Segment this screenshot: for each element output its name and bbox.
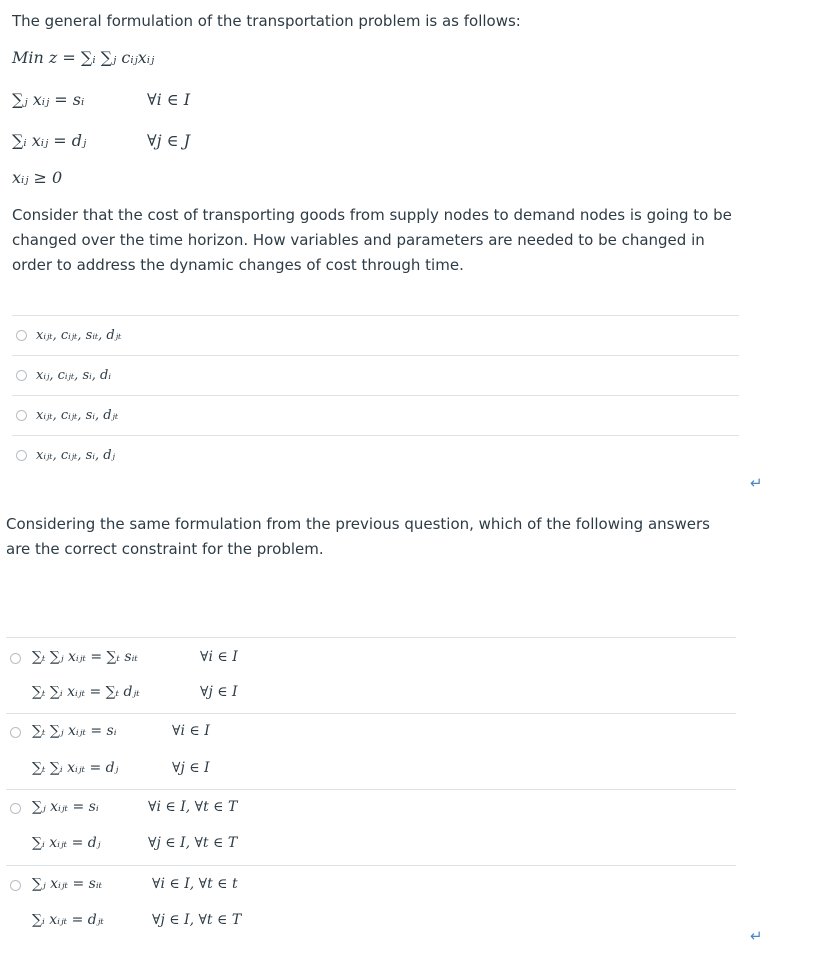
radio-button[interactable] bbox=[10, 727, 21, 738]
q1-option-1[interactable] bbox=[16, 328, 121, 343]
return-icon: ↵ bbox=[750, 474, 763, 492]
divider bbox=[12, 355, 739, 356]
constraint-condition: ∀i ∈ I, ∀t ∈ t bbox=[152, 876, 238, 892]
q1-option-3[interactable] bbox=[16, 408, 118, 423]
question1-intro: The general formulation of the transportation problem is as follows: bbox=[12, 12, 521, 30]
radio-button[interactable] bbox=[16, 370, 27, 381]
constraint-line: ∑ᵢ xᵢⱼₜ = dⱼ bbox=[32, 835, 101, 851]
supply-constraint: ∑ⱼ xᵢⱼ = sᵢ ∀i ∈ I bbox=[12, 90, 191, 109]
constraint-line: ∑ₜ ∑ᵢ xᵢⱼₜ = dⱼ bbox=[32, 760, 119, 776]
nonnegativity-constraint: xᵢⱼ ≥ 0 bbox=[12, 168, 63, 187]
option-label: xᵢⱼₜ, cᵢⱼₜ, sᵢ, dⱼₜ bbox=[36, 408, 119, 423]
q1-option-4[interactable] bbox=[16, 448, 115, 463]
constraint-condition: ∀j ∈ I bbox=[172, 760, 210, 776]
constraint-condition: ∀j ∈ I bbox=[200, 684, 238, 700]
option-label: xᵢⱼₜ, cᵢⱼₜ, sᵢ, dⱼ bbox=[36, 448, 115, 463]
constraint-condition: ∀i ∈ I bbox=[200, 649, 238, 665]
radio-button[interactable] bbox=[16, 450, 27, 461]
objective-function: Min z = ∑ᵢ ∑ⱼ cᵢⱼxᵢⱼ bbox=[12, 48, 155, 67]
radio-button[interactable] bbox=[10, 653, 21, 664]
divider bbox=[6, 865, 736, 866]
constraint-line: ∑ⱼ xᵢⱼₜ = sᵢₜ bbox=[32, 876, 103, 892]
constraint-condition: ∀i ∈ I, ∀t ∈ T bbox=[148, 799, 238, 815]
demand-constraint: ∑ᵢ xᵢⱼ = dⱼ ∀j ∈ J bbox=[12, 131, 191, 150]
question1-prompt: Consider that the cost of transporting goods from supply nodes to demand nodes is going to be changed over the time horizon. How variables and parameters are needed to be changed in order to address the dynamic changes of cost through time. bbox=[12, 206, 732, 274]
option-label: xᵢⱼ, cᵢⱼₜ, sᵢ, dᵢ bbox=[36, 368, 111, 383]
constraint-line: ∑ⱼ xᵢⱼₜ = sᵢ bbox=[32, 799, 99, 815]
divider bbox=[12, 395, 739, 396]
divider bbox=[6, 637, 736, 638]
constraint-condition: ∀j ∈ I, ∀t ∈ T bbox=[148, 835, 238, 851]
divider bbox=[6, 789, 736, 790]
divider bbox=[6, 713, 736, 714]
radio-button[interactable] bbox=[16, 330, 27, 341]
constraint-line: ∑ₜ ∑ᵢ xᵢⱼₜ = ∑ₜ dⱼₜ bbox=[32, 684, 140, 700]
divider bbox=[12, 435, 739, 436]
radio-button[interactable] bbox=[10, 803, 21, 814]
radio-button[interactable] bbox=[16, 410, 27, 421]
question2-prompt: Considering the same formulation from the previous question, which of the following answers are the correct constraint for the problem. bbox=[6, 515, 710, 558]
constraint-condition: ∀i ∈ I bbox=[172, 723, 210, 739]
radio-button[interactable] bbox=[10, 880, 21, 891]
constraint-line: ∑ᵢ xᵢⱼₜ = dⱼₜ bbox=[32, 912, 104, 928]
divider bbox=[12, 315, 739, 316]
constraint-line: ∑ₜ ∑ⱼ xᵢⱼₜ = ∑ₜ sᵢₜ bbox=[32, 649, 138, 665]
q1-option-2[interactable] bbox=[16, 368, 111, 383]
option-label: xᵢⱼₜ, cᵢⱼₜ, sᵢₜ, dⱼₜ bbox=[36, 328, 122, 343]
return-icon: ↵ bbox=[750, 927, 763, 945]
constraint-condition: ∀j ∈ I, ∀t ∈ T bbox=[152, 912, 242, 928]
constraint-line: ∑ₜ ∑ⱼ xᵢⱼₜ = sᵢ bbox=[32, 723, 117, 739]
